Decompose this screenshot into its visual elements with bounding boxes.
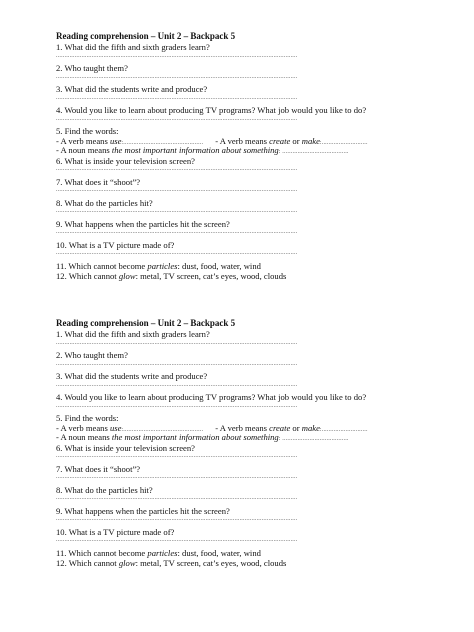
answer-line: :............................................... bbox=[121, 426, 204, 433]
question-12-text: 12. Which cannot bbox=[56, 271, 119, 281]
question-6: 6. What is inside your television screen? bbox=[56, 442, 195, 453]
find-word-row bbox=[56, 146, 420, 156]
find-word-or: or bbox=[290, 135, 302, 146]
answer-line: .............................................................................................................................................. bbox=[56, 166, 298, 172]
answer-line: .............................................................................................................................................. bbox=[56, 516, 298, 522]
find-word-hint: use bbox=[109, 422, 122, 433]
question-3: 3. What did the students write and produce? bbox=[56, 371, 208, 381]
question-12-keyword: glow bbox=[118, 558, 136, 568]
question-12-options: : metal, TV screen, cat’s eyes, wood, clouds bbox=[135, 271, 287, 281]
question-11 bbox=[56, 261, 420, 272]
worksheet-1 bbox=[56, 31, 420, 282]
answer-line: .............................................................................................................................................. bbox=[56, 94, 298, 101]
question-12 bbox=[56, 558, 420, 569]
question-2: 2. Who taught them? bbox=[56, 350, 128, 360]
answer-line: .............................................................................................................................................. bbox=[56, 537, 298, 543]
answer-line: .............................................................................................................................................. bbox=[56, 52, 298, 59]
question-1: 1. What did the fifth and sixth graders learn? bbox=[56, 329, 210, 339]
question-10: 10. What is a TV picture made of? bbox=[56, 239, 175, 250]
find-word-row bbox=[56, 433, 420, 443]
find-word-prefix: - A verb means bbox=[56, 422, 110, 433]
answer-line: .............................................................................................................................................. bbox=[56, 115, 298, 122]
answer-line: .............................................................................................................................................. bbox=[56, 474, 298, 480]
answer-line: :........................... bbox=[319, 426, 368, 433]
find-word-hint: create bbox=[269, 135, 291, 146]
answer-line: .............................................................................................................................................. bbox=[56, 250, 298, 256]
answer-line: :............................................... bbox=[121, 139, 204, 146]
question-3: 3. What did the students write and produce? bbox=[56, 84, 208, 94]
question-10: 10. What is a TV picture made of? bbox=[56, 526, 175, 537]
question-11-keyword: particles bbox=[147, 547, 178, 558]
question-11-text: 11. Which cannot become bbox=[56, 547, 148, 558]
answer-line: .............................................................................................................................................. bbox=[56, 73, 298, 80]
find-word-hint: make bbox=[301, 135, 320, 146]
question-2: 2. Who taught them? bbox=[56, 63, 128, 73]
question-9: 9. What happens when the particles hit the screen? bbox=[56, 218, 230, 229]
question-12-options: : metal, TV screen, cat’s eyes, wood, clouds bbox=[135, 558, 287, 568]
answer-line: .............................................................................................................................................. bbox=[56, 402, 298, 409]
question-12 bbox=[56, 271, 420, 282]
question-11-keyword: particles bbox=[147, 260, 178, 271]
question-11 bbox=[56, 548, 420, 559]
question-6: 6. What is inside your television screen? bbox=[56, 155, 195, 166]
answer-line: .............................................................................................................................................. bbox=[56, 495, 298, 501]
question-1: 1. What did the fifth and sixth graders learn? bbox=[56, 42, 210, 52]
question-8: 8. What do the particles hit? bbox=[56, 484, 153, 495]
question-7: 7. What does it “shoot”? bbox=[56, 463, 141, 474]
question-12-keyword: glow bbox=[118, 271, 136, 281]
find-word-prefix: - A noun means bbox=[56, 432, 112, 442]
question-11-options: : dust, food, water, wind bbox=[177, 260, 261, 271]
answer-line: .............................................................................................................................................. bbox=[56, 187, 298, 193]
question-4: 4. Would you like to learn about producing TV programs? What job would you like to do? bbox=[56, 392, 367, 402]
question-5: 5. Find the words: bbox=[56, 126, 119, 136]
find-word-hint: the most important information about something bbox=[111, 432, 279, 442]
worksheet-2 bbox=[56, 318, 420, 569]
find-word-prefix: - A noun means bbox=[56, 145, 112, 155]
answer-line: .............................................................................................................................................. bbox=[56, 360, 298, 367]
answer-line: : ....................................... bbox=[278, 436, 349, 442]
answer-line: .............................................................................................................................................. bbox=[56, 339, 298, 346]
answer-line: .............................................................................................................................................. bbox=[56, 229, 298, 235]
find-word-hint: use bbox=[109, 135, 122, 146]
question-11-text: 11. Which cannot become bbox=[56, 260, 148, 271]
find-word-prefix: - A verb means bbox=[215, 135, 270, 146]
question-11-options: : dust, food, water, wind bbox=[177, 547, 261, 558]
worksheet-title: Reading comprehension – Unit 2 – Backpack 5 bbox=[56, 31, 236, 41]
question-8: 8. What do the particles hit? bbox=[56, 197, 153, 208]
answer-line: .............................................................................................................................................. bbox=[56, 453, 298, 459]
find-word-hint: make bbox=[301, 422, 320, 433]
find-word-hint: create bbox=[269, 422, 291, 433]
worksheet-title: Reading comprehension – Unit 2 – Backpack 5 bbox=[56, 318, 236, 328]
find-word-or: or bbox=[290, 422, 302, 433]
find-word-prefix: - A verb means bbox=[56, 135, 110, 146]
question-12-text: 12. Which cannot bbox=[56, 558, 119, 568]
answer-line: .............................................................................................................................................. bbox=[56, 381, 298, 388]
find-word-hint: the most important information about something bbox=[111, 145, 279, 155]
answer-line: .............................................................................................................................................. bbox=[56, 208, 298, 214]
question-4: 4. Would you like to learn about producing TV programs? What job would you like to do? bbox=[56, 105, 367, 115]
answer-line: :........................... bbox=[319, 139, 368, 146]
answer-line: : ....................................... bbox=[278, 149, 349, 155]
question-5: 5. Find the words: bbox=[56, 413, 119, 423]
question-7: 7. What does it “shoot”? bbox=[56, 176, 141, 187]
find-word-prefix: - A verb means bbox=[215, 422, 270, 433]
question-9: 9. What happens when the particles hit the screen? bbox=[56, 505, 230, 516]
